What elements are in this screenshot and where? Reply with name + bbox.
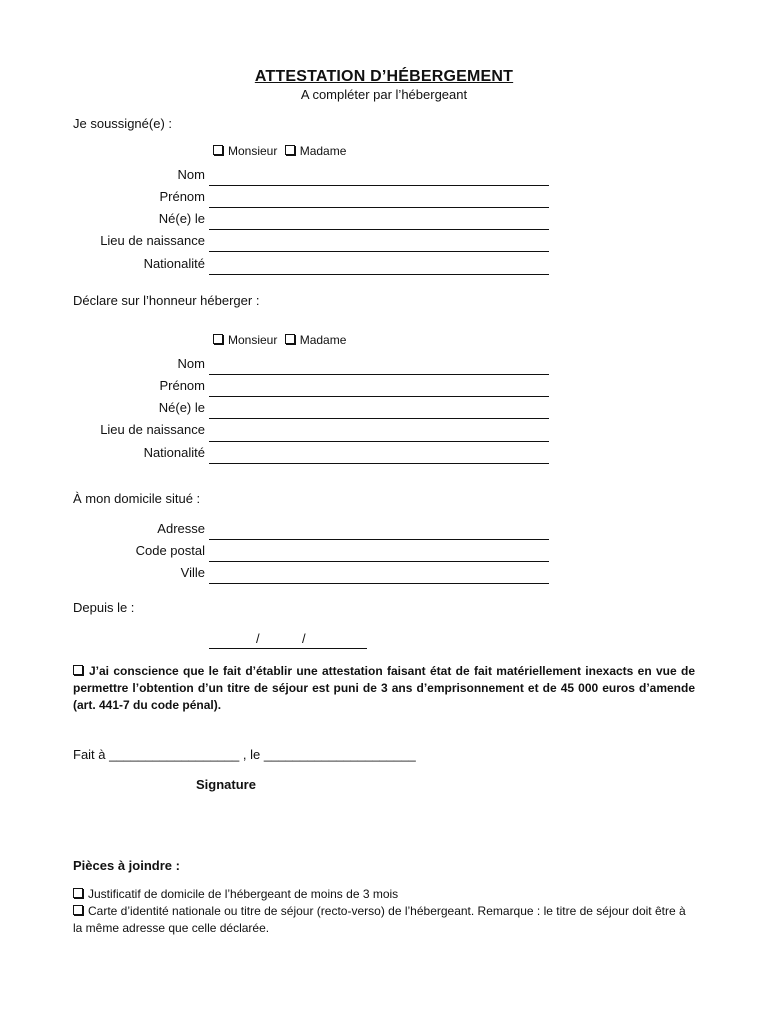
field-line-ville[interactable]	[209, 583, 549, 584]
field-line-nom[interactable]	[209, 185, 549, 186]
piece-item	[73, 886, 695, 903]
fait-a-label: Fait à	[73, 747, 106, 762]
civility-monsieur-label: Monsieur	[228, 333, 278, 347]
date-line[interactable]	[209, 648, 367, 649]
field-line-naissance-date[interactable]	[209, 229, 549, 230]
place-date-line	[73, 747, 416, 762]
field-line-code-postal[interactable]	[209, 561, 549, 562]
field-line-lieu-naissance[interactable]	[209, 441, 549, 442]
fait-a-blank[interactable]: __________________	[109, 747, 240, 762]
section-hebergeant-heading: Je soussigné(e) :	[73, 116, 172, 131]
civility-choice-hebergeant	[213, 144, 346, 158]
field-line-prenom[interactable]	[209, 207, 549, 208]
field-label-prenom: Prénom	[159, 378, 205, 393]
field-line-nationalite[interactable]	[209, 274, 549, 275]
civility-madame-label: Madame	[299, 333, 347, 347]
field-line-nom[interactable]	[209, 374, 549, 375]
field-label-nom: Nom	[177, 167, 205, 182]
section-domicile-heading: À mon domicile situé :	[73, 491, 201, 506]
le-label: , le	[242, 747, 261, 762]
checkbox-legal-acknowledgement[interactable]	[73, 665, 83, 675]
signature-label: Signature	[196, 777, 256, 792]
field-label-nationalite: Nationalité	[143, 256, 205, 271]
piece-item	[73, 903, 695, 937]
date-separator-2: /	[302, 631, 306, 646]
since-heading: Depuis le :	[73, 600, 135, 615]
field-line-prenom[interactable]	[209, 396, 549, 397]
civility-monsieur-label: Monsieur	[228, 144, 278, 158]
checkbox-madame[interactable]	[285, 145, 295, 155]
legal-notice-text: J’ai conscience que le fait d’établir une attestation faisant état de fait matériellement inexacts en vue de permettre l’obtention d’un titre de séjour est puni de 3 ans d’emprisonnement et de 45 000 euros d’amende (art. 441-7 du code pénal).	[73, 664, 695, 712]
field-line-adresse[interactable]	[209, 539, 549, 540]
civility-choice-heberge	[213, 333, 346, 347]
field-label-nom: Nom	[177, 356, 205, 371]
field-label-code-postal: Code postal	[135, 543, 205, 558]
section-heberge-heading: Déclare sur l’honneur héberger :	[73, 293, 260, 308]
document-subtitle: A compléter par l’hébergeant	[300, 87, 468, 102]
field-line-naissance-date[interactable]	[209, 418, 549, 419]
document-title: ATTESTATION D’HÉBERGEMENT	[254, 68, 514, 85]
piece-item-text: Carte d’identité nationale ou titre de séjour (recto-verso) de l’hébergeant. Remarque : le titre de séjour doit être à la même adresse que celle déclarée.	[73, 904, 686, 935]
piece-item-text: Justificatif de domicile de l’hébergeant de moins de 3 mois	[88, 887, 399, 901]
checkbox-madame[interactable]	[285, 334, 295, 344]
field-label-naissance-date: Né(e) le	[158, 400, 205, 415]
field-label-nationalite: Nationalité	[143, 445, 205, 460]
checkbox-monsieur[interactable]	[213, 145, 223, 155]
pieces-heading: Pièces à joindre :	[73, 858, 180, 873]
date-blank[interactable]: _____________________	[263, 747, 416, 762]
field-label-adresse: Adresse	[157, 521, 205, 536]
field-label-ville: Ville	[180, 565, 205, 580]
legal-notice	[73, 663, 695, 714]
field-label-lieu-naissance: Lieu de naissance	[100, 233, 205, 248]
field-label-lieu-naissance: Lieu de naissance	[100, 422, 205, 437]
checkbox-monsieur[interactable]	[213, 334, 223, 344]
field-line-nationalite[interactable]	[209, 463, 549, 464]
field-label-prenom: Prénom	[159, 189, 205, 204]
checkbox-piece-justificatif[interactable]	[73, 888, 83, 898]
checkbox-piece-identite[interactable]	[73, 905, 83, 915]
date-separator-1: /	[256, 631, 260, 646]
field-label-naissance-date: Né(e) le	[158, 211, 205, 226]
civility-madame-label: Madame	[299, 144, 347, 158]
field-line-lieu-naissance[interactable]	[209, 251, 549, 252]
